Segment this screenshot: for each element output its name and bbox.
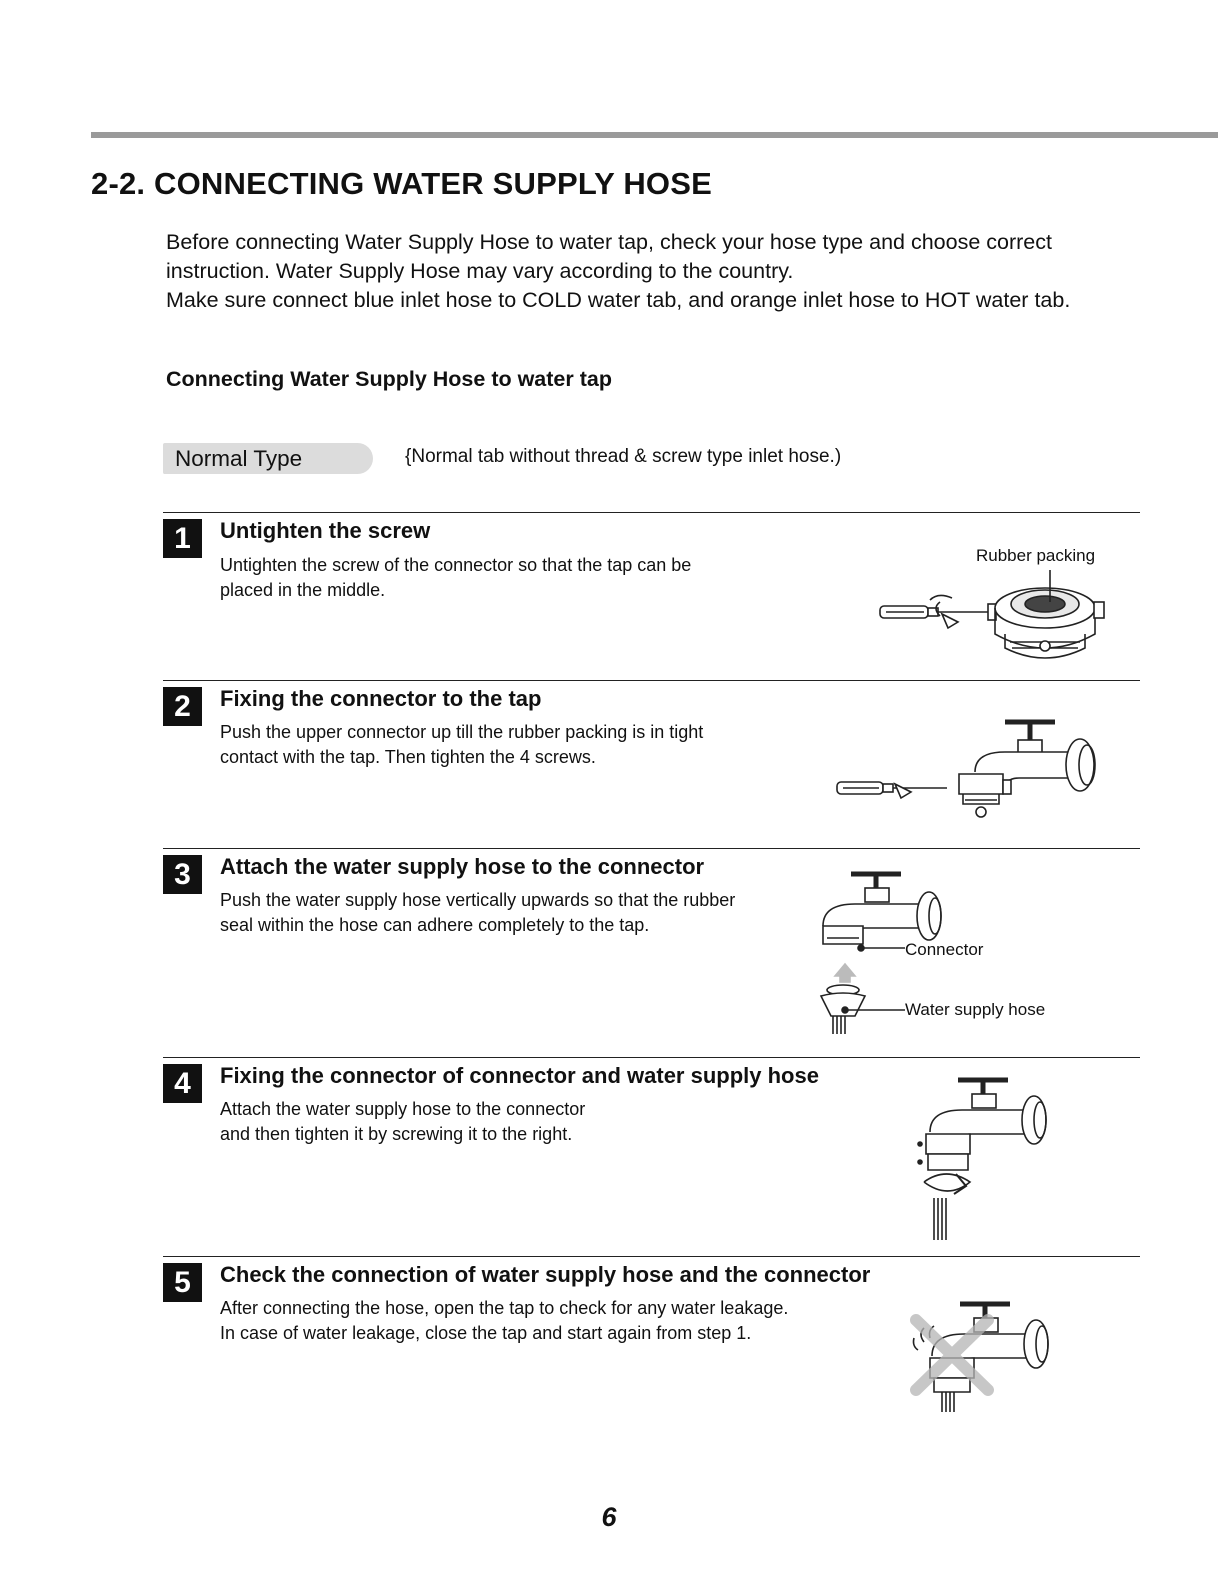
- intro-line: instruction. Water Supply Hose may vary according to the country.: [166, 259, 794, 283]
- step-text-line: Push the upper connector up till the rubber packing is in tight: [220, 722, 704, 742]
- step-text-line: seal within the hose can adhere completely to the tap.: [220, 915, 650, 935]
- step-title: Attach the water supply hose to the connector: [220, 854, 705, 879]
- step-number: 5: [163, 1263, 202, 1302]
- step-text-line: contact with the tap. Then tighten the 4 screws.: [220, 747, 596, 767]
- step-number: 1: [163, 519, 202, 558]
- step-title: Untighten the screw: [220, 518, 431, 543]
- rubber-packing-label: Rubber packing: [976, 546, 1096, 565]
- hose-type-note: {Normal tab without thread & screw type inlet hose.): [405, 446, 842, 467]
- subheading: Connecting Water Supply Hose to water tap: [166, 367, 612, 391]
- step-text-line: Push the water supply hose vertically upwards so that the rubber: [220, 890, 736, 910]
- step-text-line: Untighten the screw of the connector so that the tap can be: [220, 555, 692, 575]
- header-rule: [91, 132, 1218, 138]
- step-description: [220, 720, 703, 770]
- step-description: [220, 553, 691, 603]
- step-divider: [163, 512, 1140, 513]
- step-text-line: In case of water leakage, close the tap and start again from step 1.: [220, 1323, 752, 1343]
- step-description: [220, 1296, 788, 1346]
- step-title: Fixing the connector to the tap: [220, 686, 542, 711]
- step-title: Fixing the connector of connector and water supply hose: [220, 1063, 819, 1088]
- intro-paragraph: [166, 228, 1176, 315]
- leak-check-illustration: [906, 1298, 1056, 1414]
- connector-screw-illustration: [870, 560, 1110, 672]
- intro-line: Make sure connect blue inlet hose to COLD water tab, and orange inlet hose to HOT water tab.: [166, 288, 1071, 312]
- step-divider: [163, 680, 1140, 681]
- step-text-line: placed in the middle.: [220, 580, 386, 600]
- step-text-line: and then tighten it by screwing it to the right.: [220, 1124, 573, 1144]
- step-divider: [163, 1057, 1140, 1058]
- connector-label: Connector: [905, 940, 984, 959]
- step-description: [220, 888, 735, 938]
- step-number: 3: [163, 855, 202, 894]
- step-title: Check the connection of water supply hose and the connector: [220, 1262, 871, 1287]
- intro-line: Before connecting Water Supply Hose to water tap, check your hose type and choose correct: [166, 230, 1052, 254]
- tighten-connector-illustration: [912, 1074, 1062, 1244]
- step-text-line: After connecting the hose, open the tap to check for any water leakage.: [220, 1298, 789, 1318]
- step-number: 4: [163, 1064, 202, 1103]
- step-text-line: Attach the water supply hose to the connector: [220, 1099, 586, 1119]
- section-title: 2-2. CONNECTING WATER SUPPLY HOSE: [91, 166, 712, 201]
- tap-connector-illustration: [835, 716, 1115, 828]
- step-divider: [163, 848, 1140, 849]
- step-divider: [163, 1256, 1140, 1257]
- hose-type-badge: [163, 443, 373, 474]
- hose-type-label: Normal Type: [175, 446, 303, 471]
- step-description: [220, 1097, 585, 1147]
- page-number: 6: [601, 1502, 617, 1532]
- step-number: 2: [163, 687, 202, 726]
- water-supply-hose-label: Water supply hose: [905, 1000, 1046, 1019]
